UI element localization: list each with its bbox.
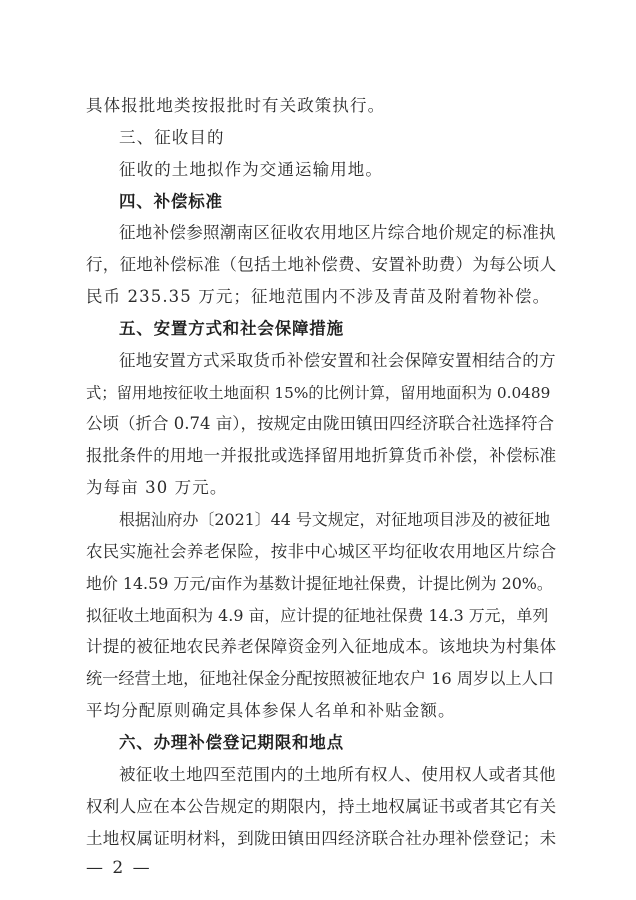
paragraph-line: 被征收土地四至范围内的土地所有权人、使用权人或者其他: [119, 765, 556, 784]
paragraph-line: 根据汕府办〔2021〕44 号文规定，对征地项目涉及的被征地: [119, 510, 551, 529]
paragraph-line: 地价 14.59 万元/亩作为基数计提征地社保费，计提比例为 20%。: [86, 574, 553, 593]
paragraph-line: 权利人应在本公告规定的期限内，持土地权属证书或者其它有关: [86, 797, 557, 816]
paragraph-line: 统一经营土地，征地社保金分配按照被征地农户 16 周岁以上人口: [86, 669, 554, 688]
paragraph-line: 拟征收土地面积为 4.9 亩，应计提的征地社保费 14.3 万元，单列: [86, 606, 549, 625]
paragraph-line: 征地补偿参照潮南区征收农用地区片综合地价规定的标准执: [119, 223, 556, 242]
paragraph-line: 公顷（折合 0.74 亩），按规定由陇田镇田四经济联合社选择符合: [86, 414, 554, 433]
page-number: — 2 —: [86, 858, 152, 878]
paragraph-line: 民币 235.35 万元；征地范围内不涉及青苗及附着物补偿。: [86, 287, 551, 306]
section-heading-purpose: 三、征收目的: [119, 128, 225, 147]
paragraph-line: 为每亩 30 万元。: [86, 478, 228, 497]
paragraph-line: 征地安置方式采取货币补偿安置和社会保障安置相结合的方: [119, 351, 556, 370]
paragraph-line: 报批条件的用地一并报批或选择留用地折算货币补偿，补偿标准: [86, 446, 557, 465]
paragraph-line: 平均分配原则确定具体参保人名单和补贴金额。: [86, 701, 456, 720]
section-heading-registration: 六、办理补偿登记期限和地点: [119, 733, 344, 752]
paragraph-line: 行，征地补偿标准（包括土地补偿费、安置补助费）为每公顷人: [86, 255, 557, 274]
section-heading-resettlement: 五、安置方式和社会保障措施: [119, 319, 344, 338]
paragraph-line: 征收的土地拟作为交通运输用地。: [119, 160, 383, 179]
paragraph-line: 具体报批地类按报批时有关政策执行。: [86, 96, 386, 115]
paragraph-line: 农民实施社会养老保险，按非中心城区平均征收农用地区片综合: [86, 542, 557, 561]
paragraph-line: 土地权属证明材料，到陇田镇田四经济联合社办理补偿登记；未: [86, 829, 557, 848]
paragraph-line: 式；留用地按征收土地面积 15%的比例计算，留用地面积为 0.0489: [86, 384, 551, 402]
section-heading-compensation: 四、补偿标准: [119, 192, 223, 211]
paragraph-line: 计提的被征地农民养老保障资金列入征地成本。该地块为村集体: [86, 637, 557, 656]
